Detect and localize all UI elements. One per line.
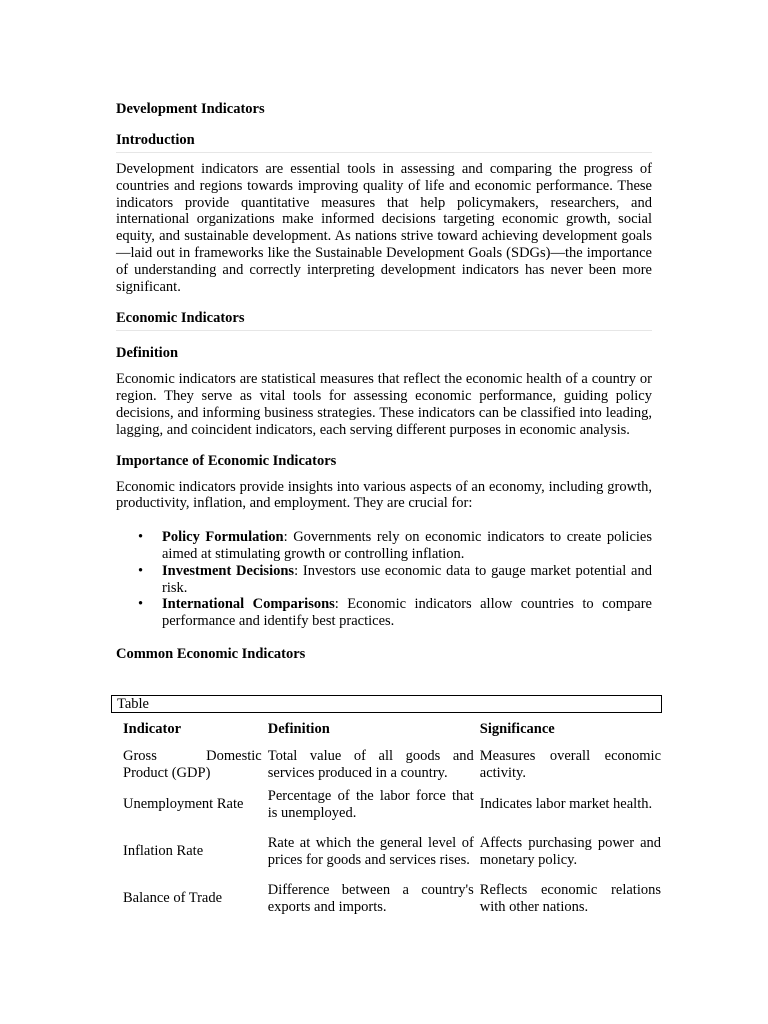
economic-indicators-table: [118, 717, 666, 920]
bullet-term: International Comparisons: [162, 596, 335, 613]
table-row: [122, 746, 662, 784]
definition-cell: Difference between a country's exports and imports.: [267, 882, 474, 915]
definition-cell: Total value of all goods and services produced in a country.: [267, 748, 474, 781]
introduction-paragraph: Development indicators are essential tools in assessing and comparing the progress of countries and regions towards improving quality of life and economic performance. These indicators provide quantitative measures that help policymakers, researchers, and international organizations make informed decisions targeting economic growth, social equity, and sustainable development. As nations strive toward achieving development goals—laid out in frameworks like the Sustainable Development Goals (SDGs)—the importance of understanding and correctly interpreting development indicators has never been more significant.: [116, 161, 652, 295]
bullet-item: [138, 596, 652, 630]
bullet-icon: •: [138, 562, 144, 579]
document-body: [116, 101, 652, 663]
table-row: [122, 786, 662, 824]
bullet-term: Policy Formulation: [162, 529, 284, 546]
bullet-icon: •: [138, 596, 144, 613]
definition-cell: Percentage of the labor force that is unemployed.: [267, 788, 474, 821]
definition-paragraph: Economic indicators are statistical measures that reflect the economic health of a country or region. They serve as vital tools for assessing economic performance, guiding policy decisions, and informing business strategies. These indicators can be classified into leading, lagging, and coincident indicators, each serving different purposes in economic analysis.: [116, 371, 652, 438]
indicator-cell: Balance of Trade: [123, 890, 223, 907]
column-header-significance: Significance: [479, 721, 555, 737]
significance-cell: Reflects economic relations with other nations.: [479, 882, 661, 915]
bullet-text: : Investors use economic data to gauge market potential and risk.: [162, 562, 652, 596]
table-row: [122, 826, 662, 878]
bullet-text: : Governments rely on economic indicators to create policies aimed at stimulating growth or controlling inflation.: [162, 529, 652, 562]
importance-paragraph: Economic indicators provide insights into various aspects of an economy, including growth, productivity, inflation, and employment. They are crucial for:: [116, 478, 652, 512]
table-caption: Table: [111, 695, 662, 713]
bullet-icon: •: [138, 529, 144, 546]
definition-heading: Definition: [116, 345, 179, 362]
indicator-cell: Unemployment Rate: [123, 796, 244, 813]
significance-cell: Measures overall economic activity.: [479, 748, 661, 781]
indicator-cell: Gross Domestic Product (GDP): [123, 748, 262, 781]
importance-heading: Importance of Economic Indicators: [116, 452, 337, 469]
table-row: [122, 880, 662, 918]
column-header-indicator: Indicator: [123, 721, 181, 737]
bullet-term: Investment Decisions: [162, 562, 295, 579]
common-indicators-heading: Common Economic Indicators: [116, 645, 306, 662]
page-title: Development Indicators: [116, 101, 265, 117]
significance-cell: Indicates labor market health.: [479, 796, 653, 813]
indicator-cell: Inflation Rate: [123, 843, 204, 860]
bullet-text: : Economic indicators allow countries to compare performance and identify best practices.: [162, 596, 652, 630]
column-header-definition: Definition: [267, 721, 330, 737]
importance-bullet-list: [116, 529, 652, 630]
economic-indicators-heading: Economic Indicators: [116, 310, 652, 331]
introduction-heading: Introduction: [116, 132, 652, 153]
definition-cell: Rate at which the general level of prices for goods and services rises.: [267, 835, 474, 868]
bullet-item: [138, 529, 652, 563]
table-header-row: [122, 719, 662, 744]
bullet-item: [138, 562, 652, 597]
significance-cell: Affects purchasing power and monetary policy.: [479, 835, 661, 868]
